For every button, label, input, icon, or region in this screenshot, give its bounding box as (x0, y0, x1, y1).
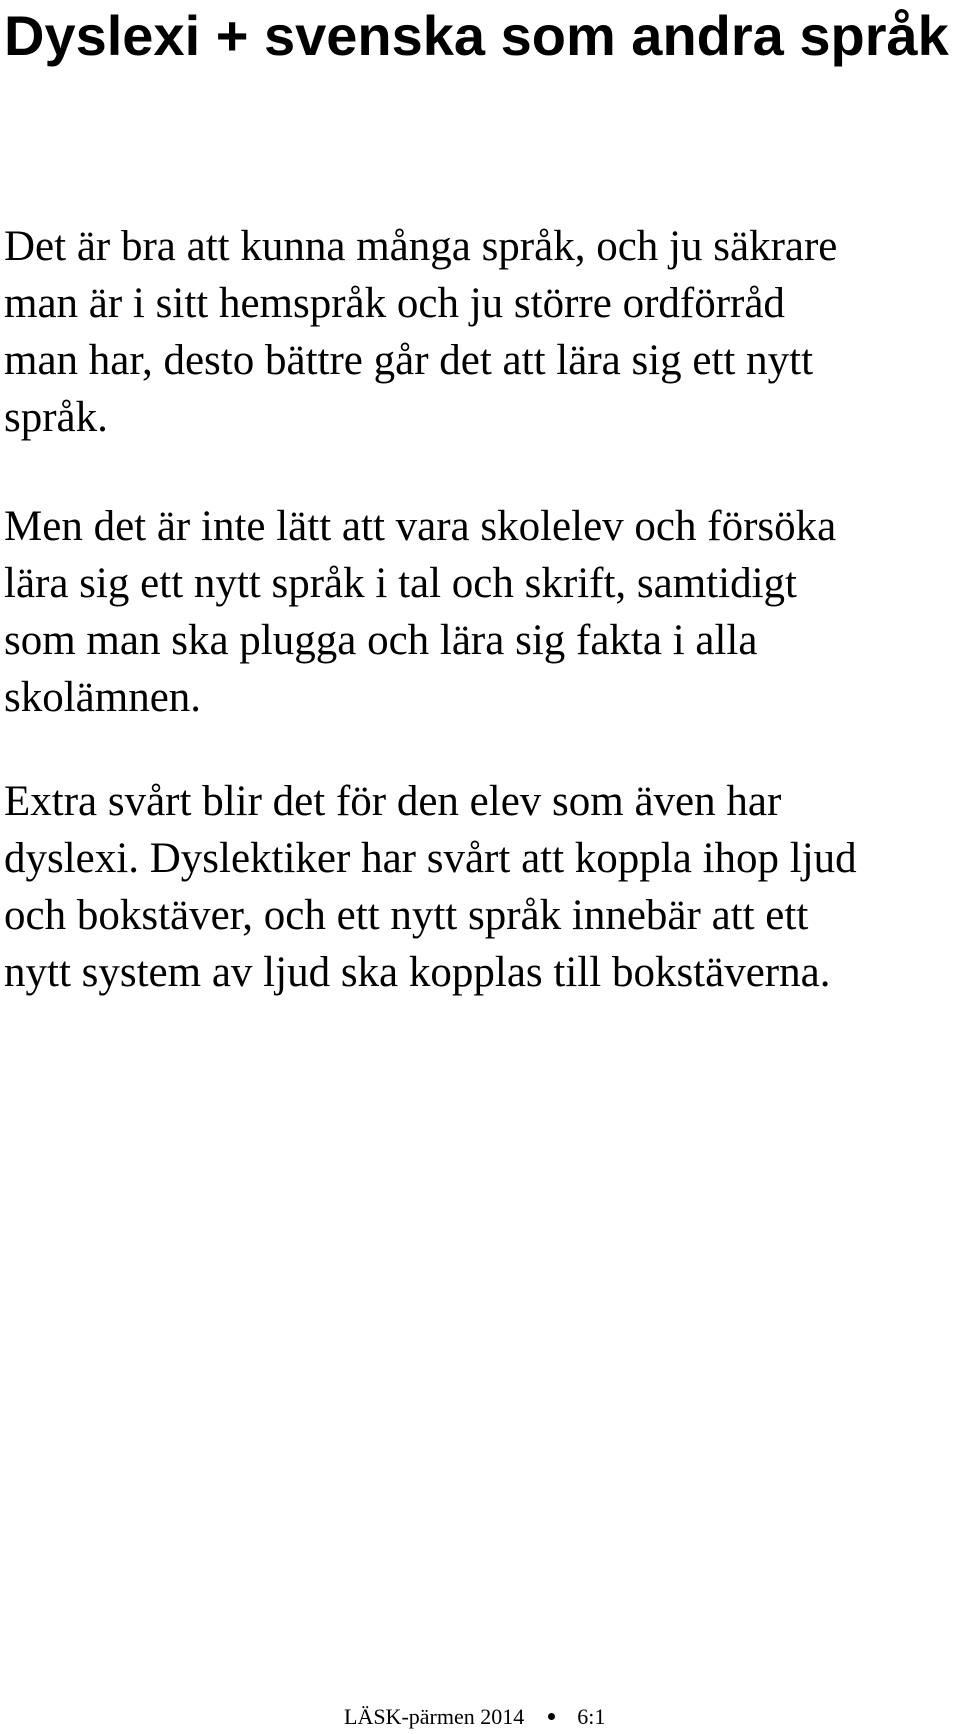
page-footer (344, 1705, 605, 1729)
paragraph-line: som man ska plugga och lära sig fakta i alla (4, 617, 758, 664)
paragraph-line: och bokstäver, och ett nytt språk innebär att ett (4, 892, 809, 939)
paragraph-2 (4, 498, 960, 726)
paragraph-line: nytt system av ljud ska kopplas till bokstäverna. (4, 949, 831, 996)
paragraph-line: man har, desto bättre går det att lära sig ett nytt (4, 337, 814, 384)
paragraph-line: lära sig ett nytt språk i tal och skrift, samtidigt (4, 560, 797, 607)
paragraph-line: dyslexi. Dyslektiker har svårt att koppla ihop ljud (4, 835, 857, 882)
paragraph-line: Extra svårt blir det för den elev som även har (4, 778, 782, 825)
page-title: Dyslexi + svenska som andra språk (4, 4, 949, 67)
paragraph-line: skolämnen. (4, 674, 202, 721)
paragraph-line: man är i sitt hemspråk och ju större ordförråd (4, 280, 785, 327)
paragraph-3 (4, 773, 960, 1001)
footer-publication: LÄSK-pärmen 2014 (344, 1704, 525, 1729)
footer-page-number: 6:1 (577, 1704, 606, 1729)
paragraph-1 (4, 218, 960, 446)
bullet-separator-icon (548, 1713, 555, 1720)
paragraph-line: språk. (4, 394, 108, 441)
paragraph-line: Men det är inte lätt att vara skolelev och försöka (4, 503, 837, 550)
paragraph-line: Det är bra att kunna många språk, och ju säkrare (4, 223, 838, 270)
